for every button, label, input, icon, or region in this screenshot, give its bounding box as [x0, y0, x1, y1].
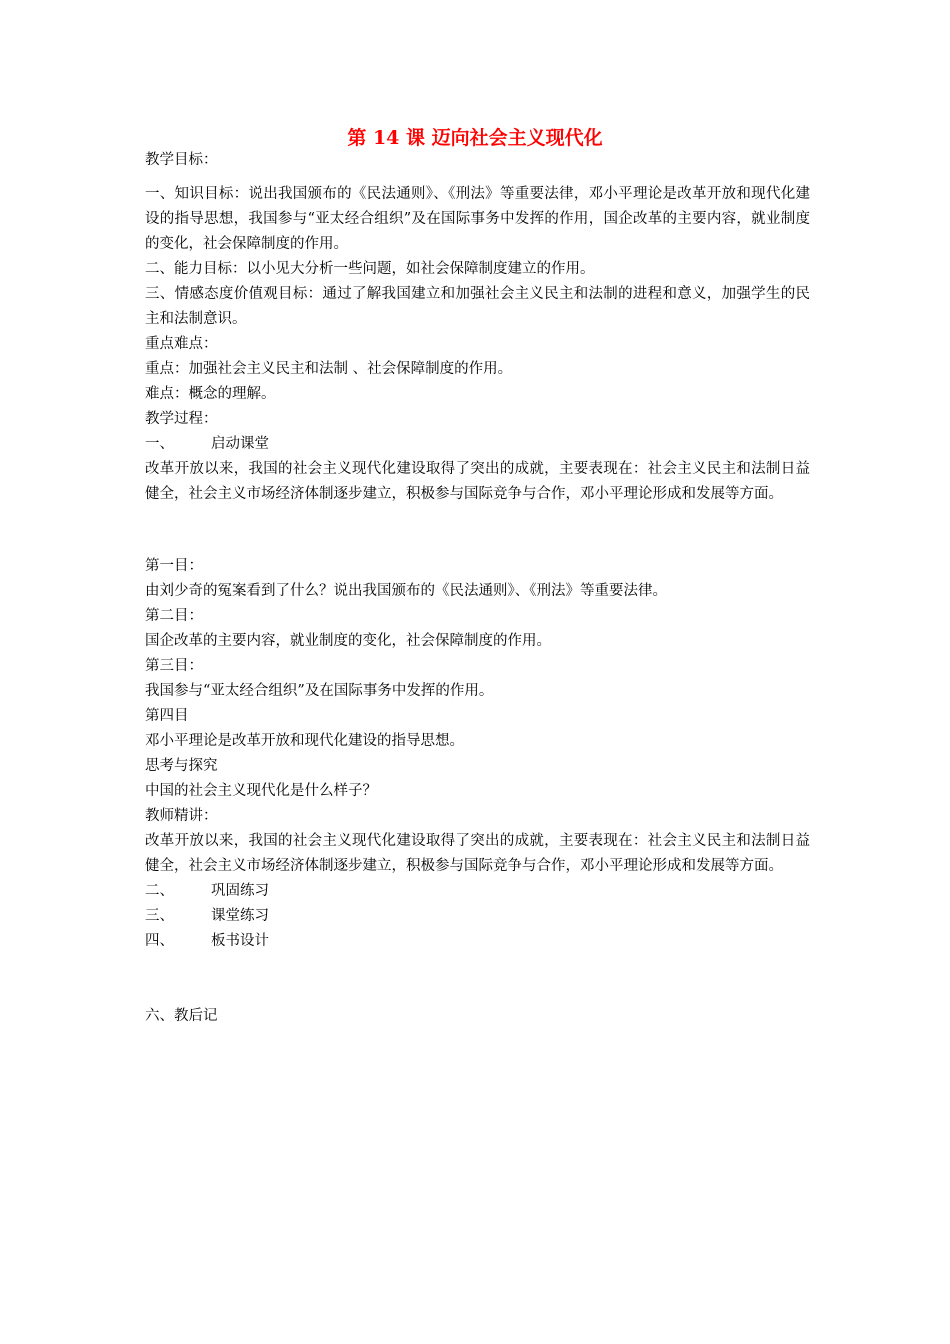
emotion-goal: 三、情感态度价值观目标：通过了解我国建立和加强社会主义民主和法制的进程和意义，加强学生的民主和法制意识。 — [145, 286, 810, 327]
section-1-label: 启动课堂 — [211, 436, 269, 452]
difficult-point: 难点：概念的理解。 — [145, 386, 276, 402]
teacher-text: 改革开放以来，我国的社会主义现代化建设取得了突出的成就，主要表现在：社会主义民主和法制日益健全，社会主义市场经济体制逐步建立，积极参与国际竞争与合作，邓小平理论形成和发展等方面。 — [145, 833, 810, 874]
section-4-number: 四、 — [145, 933, 174, 949]
think-heading: 思考与探究 — [145, 758, 218, 774]
item-4-text: 邓小平理论是改革开放和现代化建设的指导思想。 — [145, 733, 464, 749]
section-2-number: 二、 — [145, 883, 174, 899]
item-1-heading: 第一目： — [145, 558, 203, 574]
item-4-heading: 第四目 — [145, 708, 189, 724]
reflection-heading: 六、教后记 — [145, 1008, 218, 1024]
item-1-text: 由刘少奇的冤案看到了什么？说出我国颁布的《民法通则》、《刑法》等重要法律。 — [145, 583, 667, 599]
teacher-heading: 教师精讲： — [145, 808, 218, 824]
section-4-label: 板书设计 — [211, 933, 269, 949]
item-3-heading: 第三目： — [145, 658, 203, 674]
section-2 — [145, 879, 810, 904]
section-1-number: 一、 — [145, 436, 174, 452]
lesson-title: 第 14 课 迈向社会主义现代化 — [347, 127, 603, 149]
section-3-label: 课堂练习 — [211, 908, 269, 924]
knowledge-goal: 一、知识目标：说出我国颁布的《民法通则》、《刑法》等重要法律，邓小平理论是改革开放和现代化建设的指导思想，我国参与“亚太经合组织”及在国际事务中发挥的作用，国企改革的主要内容，就业制度的变化，社会保障制度的作用。 — [145, 186, 810, 252]
key-points-heading: 重点难点： — [145, 336, 218, 352]
item-2-heading: 第二目： — [145, 608, 203, 624]
section-3-number: 三、 — [145, 908, 174, 924]
item-2-text: 国企改革的主要内容，就业制度的变化，社会保障制度的作用。 — [145, 633, 551, 649]
section-3 — [145, 904, 810, 929]
think-question: 中国的社会主义现代化是什么样子？ — [145, 783, 377, 799]
section-1 — [145, 432, 810, 457]
intro-text: 改革开放以来，我国的社会主义现代化建设取得了突出的成就，主要表现在：社会主义民主和法制日益健全，社会主义市场经济体制逐步建立，积极参与国际竞争与合作，邓小平理论形成和发展等方面。 — [145, 461, 810, 502]
objectives-heading: 教学目标： — [145, 152, 218, 168]
process-heading: 教学过程： — [145, 411, 218, 427]
item-3-text: 我国参与“亚太经合组织”及在国际事务中发挥的作用。 — [145, 683, 494, 699]
key-point: 重点：加强社会主义民主和法制 、社会保障制度的作用。 — [145, 361, 513, 377]
section-2-label: 巩固练习 — [211, 883, 269, 899]
ability-goal: 二、能力目标：以小见大分析一些问题，如社会保障制度建立的作用。 — [145, 261, 595, 277]
lesson-body — [145, 148, 810, 1029]
section-4 — [145, 929, 810, 954]
